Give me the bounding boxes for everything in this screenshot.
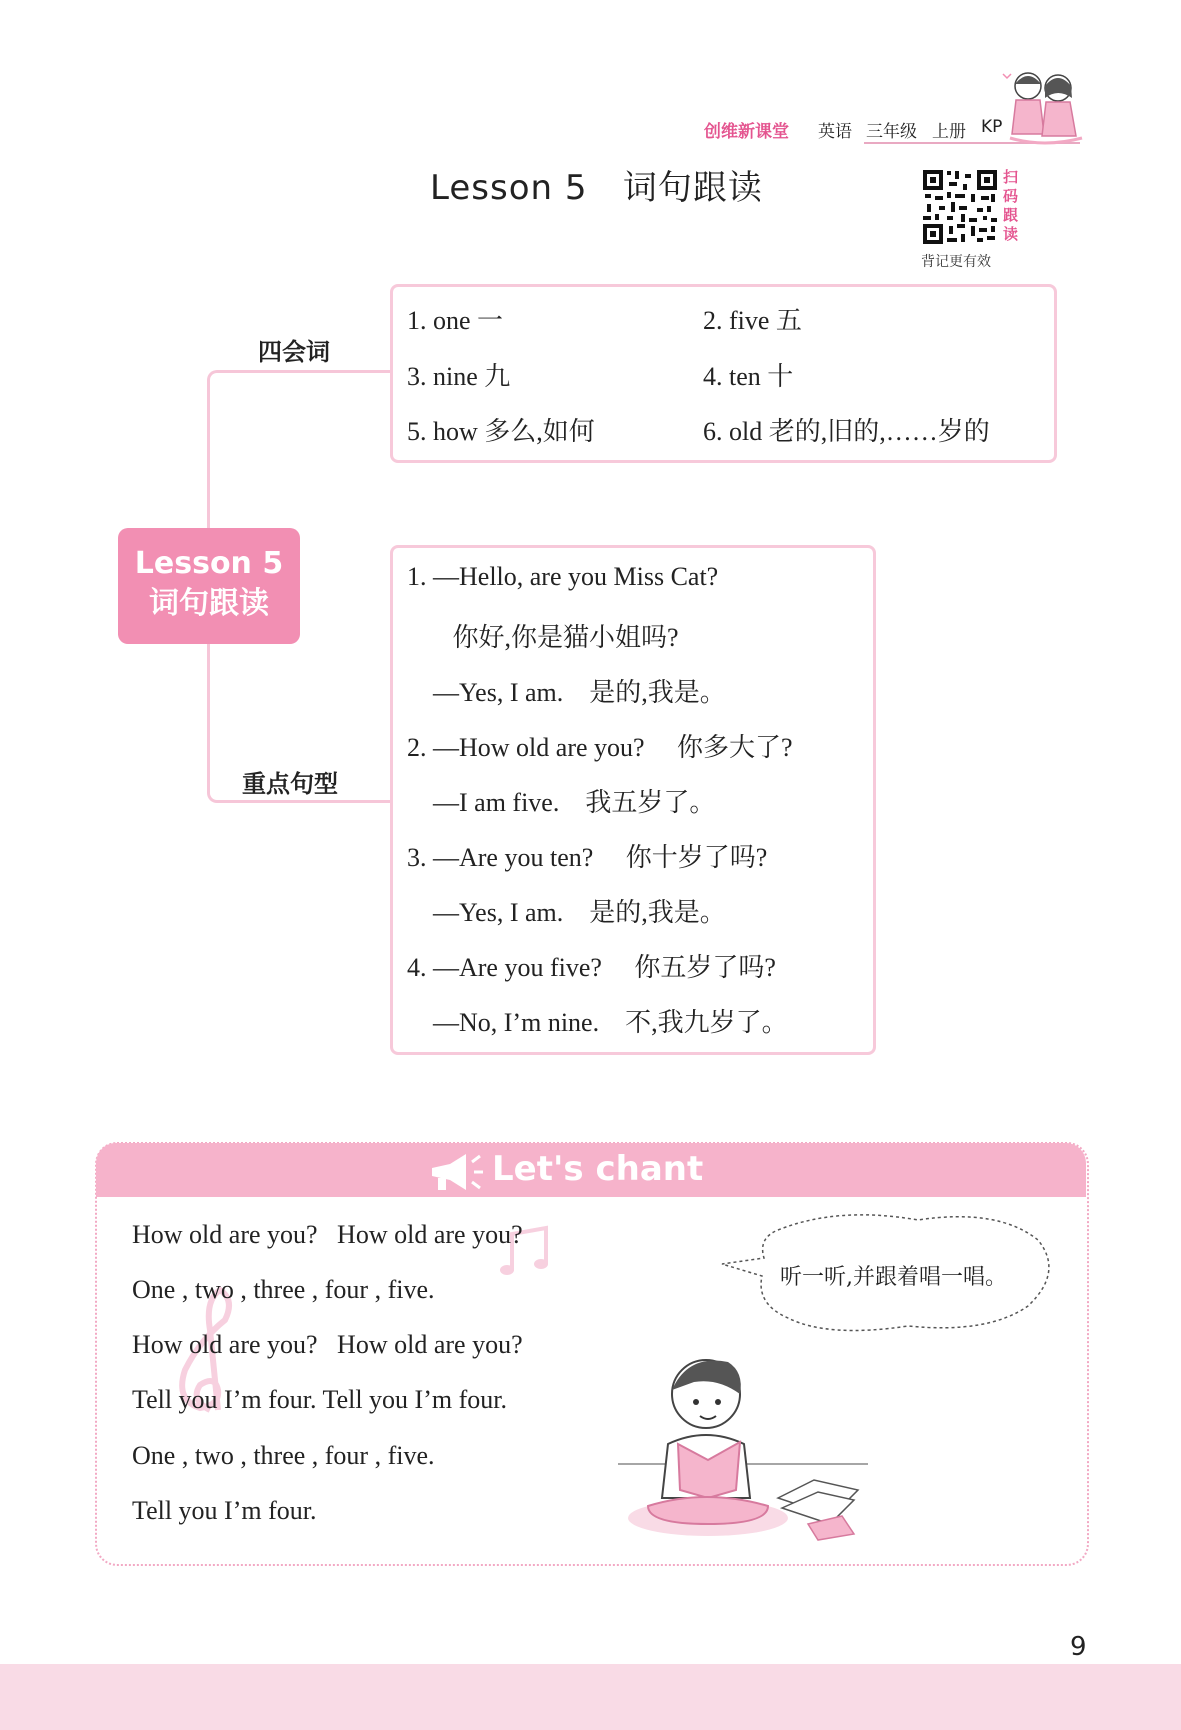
footer-band [0,1664,1181,1730]
boy-reading-illustration [618,1348,878,1548]
qr-side-char: 码 [1003,187,1019,205]
qr-side-text [1003,168,1019,244]
center-line-1: Lesson 5 [134,546,284,581]
vocab-item: 3. nine 九 [407,362,511,391]
lesson-center-box [118,528,300,644]
sentence-line: —Yes, I am. 是的,我是。 [407,678,726,707]
qr-side-char: 跟 [1003,206,1019,224]
chant-line: Tell you I’m four. [132,1496,317,1525]
qr-code[interactable] [921,168,999,246]
kids-illustration [1000,68,1090,152]
vocab-item: 6. old 老的,旧的,……岁的 [703,417,990,446]
qr-side-char: 扫 [1003,168,1019,186]
megaphone-icon [428,1150,484,1194]
sentence-line: —I am five. 我五岁了。 [407,788,716,817]
chant-title: Let's chant [492,1149,704,1189]
chant-line: One , two , three , four , five. [132,1275,435,1304]
sentence-line: 你好,你是猫小姐吗? [407,623,679,652]
subject: 英语 [818,122,852,142]
center-line-2: 词句跟读 [149,586,269,621]
volume: 上册 [932,122,966,142]
chant-line: One , two , three , four , five. [132,1441,435,1470]
sentence-line: 4. —Are you five? 你五岁了吗? [407,953,776,982]
vocab-item: 5. how 多么,如何 [407,417,595,446]
qr-caption: 背记更有效 [921,254,991,270]
qr-side-char: 读 [1003,225,1019,243]
vocab-item: 2. five 五 [703,306,802,335]
vocab-label: 四会词 [258,338,330,366]
page-number: 9 [1070,1632,1087,1662]
sentence-line: 2. —How old are you? 你多大了? [407,733,793,762]
chant-line: Tell you I’m four. Tell you I’m four. [132,1385,507,1414]
grade: 三年级 [866,122,917,142]
sentence-label: 重点句型 [242,770,338,798]
brand-name: 创维新课堂 [704,122,789,142]
connector-top [207,370,395,533]
sentence-line: 1. —Hello, are you Miss Cat? [407,562,719,591]
bubble-text: 听一听,并跟着唱一唱。 [780,1265,1007,1290]
page-title: Lesson 5 词句跟读 [430,168,763,208]
vocab-item: 4. ten 十 [703,362,794,391]
sentence-line: 3. —Are you ten? 你十岁了吗? [407,843,768,872]
edition: KP [981,117,1003,137]
chant-line: How old are you? How old are you? [132,1330,523,1359]
chant-line: How old are you? How old are you? [132,1220,523,1249]
sentence-line: —Yes, I am. 是的,我是。 [407,898,726,927]
vocab-item: 1. one 一 [407,306,504,335]
sentence-line: —No, I’m nine. 不,我九岁了。 [407,1008,788,1037]
